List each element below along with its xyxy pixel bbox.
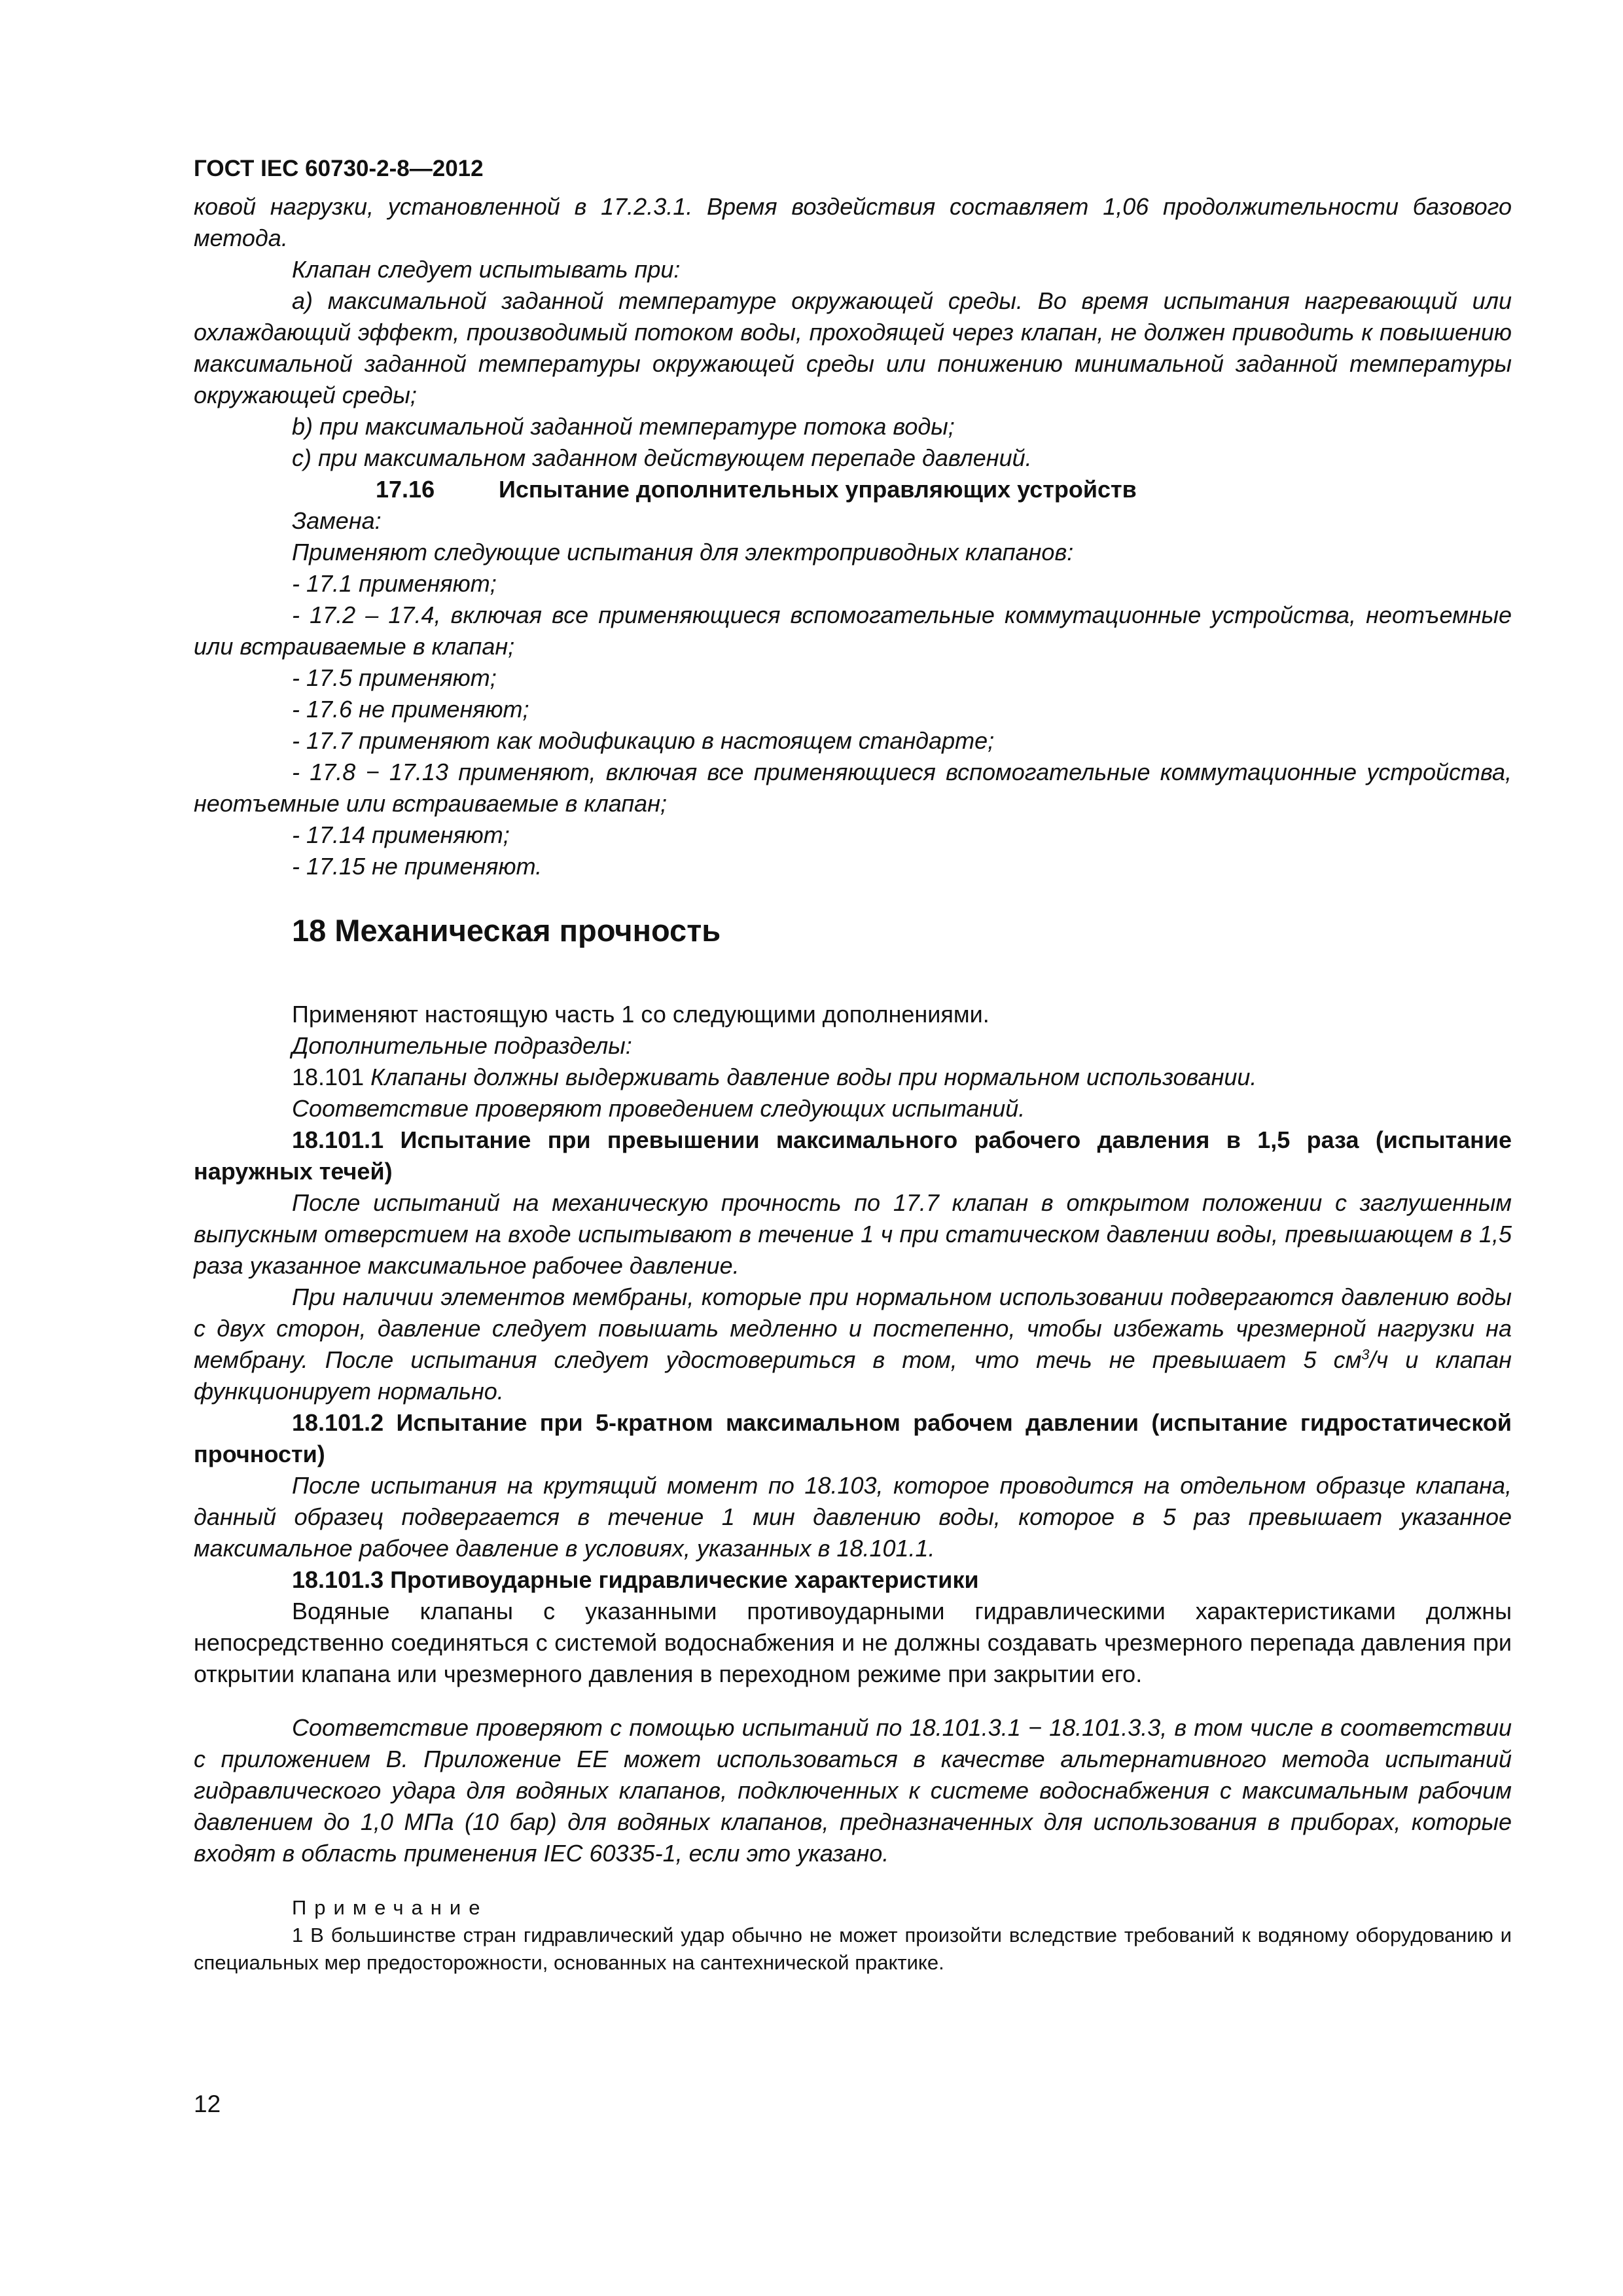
paragraph-text: При наличии элементов мембраны, которые при нормальном использовании подвергаются давлению воды с двух сторон, давление следует повышать медленно и постепенно, чтобы избежать чрезмерной нагрузки на мембрану. После испытания следует удостовериться в том, что течь не превышает 5 см — [194, 1283, 1512, 1373]
spacer — [194, 1690, 1512, 1712]
paragraph: Соответствие проверяют с помощью испытаний по 18.101.3.1 − 18.101.3.3, в том числе в соответствии с приложением B. Приложение EE может использоваться в качестве альтернативного метода испытаний гидравлического удара для водяных клапанов, подключенных к системе водоснабжения с максимальным рабочим давлением до 1,0 МПа (10 бар) для водяных клапанов, предназначенных для использования в приборах, которые входят в область применения IEC 60335-1, если это указано. — [194, 1714, 1512, 1867]
list-item: - 17.7 применяют как модификацию в настоящем стандарте; — [292, 727, 995, 754]
list-item: b) при максимальной заданной температуре потока воды; — [292, 413, 955, 440]
list-item: - 17.6 не применяют; — [292, 696, 529, 723]
list-item: - 17.5 применяют; — [292, 664, 497, 691]
subsection-heading-18-101-2: 18.101.2 Испытание при 5-кратном максимальном рабочем давлении (испытание гидростатической прочности) — [194, 1409, 1512, 1467]
page-number: 12 — [194, 2090, 221, 2117]
paragraph — [194, 1282, 1512, 1407]
paragraph: После испытания на крутящий момент по 18.103, которое проводится на отдельном образце клапана, данный образец подвергается в течение 1 мин давлению воды, которое в 5 раз превышает указанное максимальное рабочее давление в условиях, указанных в 18.101.1. — [194, 1472, 1512, 1562]
paragraph: Применяют следующие испытания для электроприводных клапанов: — [292, 539, 1074, 565]
subsection-heading-17-16 — [194, 474, 1512, 505]
note-text: 1 В большинстве стран гидравлический удар обычно не может произойти вследствие требований к водяному оборудованию и специальных мер предосторожности, основанных на сантехнической практике. — [194, 1924, 1512, 1974]
superscript: 3 — [1361, 1346, 1370, 1363]
list-item: - 17.8 − 17.13 применяют, включая все применяющиеся вспомогательные коммутационные устройства, неотъемные или встраиваемые в клапан; — [194, 759, 1512, 817]
paragraph: Применяют настоящую часть 1 со следующими дополнениями. — [292, 1001, 990, 1028]
clause-number: 18.101 — [292, 1064, 365, 1090]
section-heading-18: 18 Механическая прочность — [292, 913, 721, 948]
subsection-number: 17.16 — [376, 476, 435, 503]
paragraph-text: /ч и клапан функционирует нормально. — [194, 1346, 1512, 1405]
list-item: c) при максимальном заданном действующем перепаде давлений. — [292, 444, 1032, 471]
subsection-heading-18-101-1: 18.101.1 Испытание при превышении максимального рабочего давления в 1,5 раза (испытание наружных течей) — [194, 1126, 1512, 1185]
list-item: - 17.1 применяют; — [292, 570, 497, 597]
subsection-title: Испытание дополнительных управляющих устройств — [499, 476, 1137, 503]
list-item: - 17.15 не применяют. — [292, 853, 543, 880]
paragraph: ковой нагрузки, установленной в 17.2.3.1. Время воздействия составляет 1,06 продолжительности базового метода. — [194, 193, 1512, 251]
paragraph: Соответствие проверяют проведением следующих испытаний. — [292, 1095, 1026, 1122]
clause-text: Клапаны должны выдерживать давление воды при нормальном использовании. — [364, 1064, 1257, 1090]
document-header: ГОСТ IEC 60730-2-8—2012 — [194, 156, 484, 181]
subsection-heading-18-101-3: 18.101.3 Противоударные гидравлические характеристики — [292, 1566, 979, 1593]
paragraph — [194, 1062, 1512, 1093]
paragraph: Клапан следует испытывать при: — [292, 256, 681, 283]
paragraph: Дополнительные подразделы: — [292, 1032, 632, 1059]
paragraph: Водяные клапаны с указанными противоударными гидравлическими характеристиками должны непосредственно соединяться с системой водоснабжения и не должны создавать чрезмерного перепада давления при открытии клапана или чрезмерного давления в переходном режиме при закрытии его. — [194, 1598, 1512, 1687]
list-item: a) максимальной заданной температуре окружающей среды. Во время испытания нагревающий или охлаждающий эффект, производимый потоком воды, проходящей через клапан, не должен приводить к повышению максимальной заданной температуры окружающей среды или понижению минимальной заданной температуры окружающей среды; — [194, 287, 1512, 408]
list-item: - 17.2 – 17.4, включая все применяющиеся вспомогательные коммутационные устройства, неотъемные или встраиваемые в клапан; — [194, 601, 1512, 660]
paragraph: После испытаний на механическую прочность по 17.7 клапан в открытом положении с заглушенным выпускным отверстием на входе испытывают в течение 1 ч при статическом давлении воды, превышающем в 1,5 раза указанное максимальное рабочее давление. — [194, 1189, 1512, 1279]
list-item: - 17.14 применяют; — [292, 821, 510, 848]
document-page — [194, 156, 1512, 1977]
note-title: Примечание — [292, 1896, 488, 1919]
paragraph: Замена: — [292, 507, 382, 534]
